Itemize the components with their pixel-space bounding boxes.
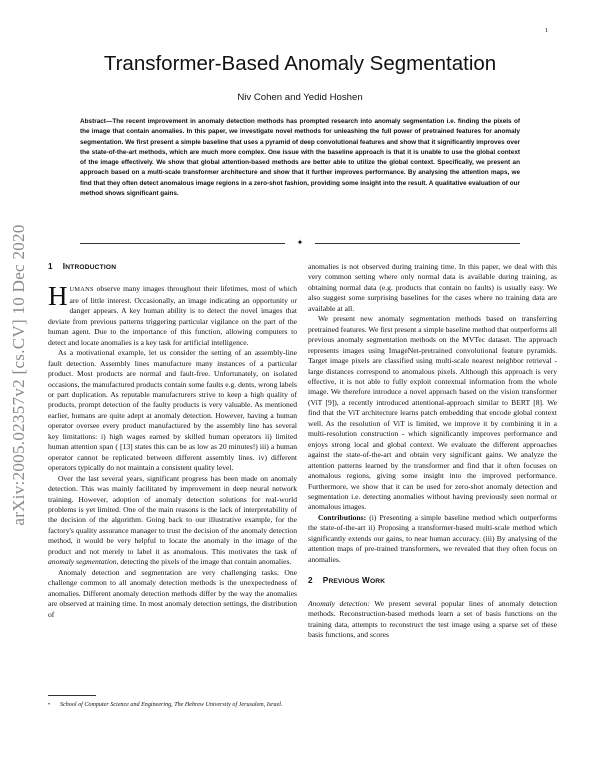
right-paragraph-2: We present new anomaly segmentation methods based on transferring pretrained features. We first present a simple baseline method that outperforms all previous anomaly segmentation methods on the MVTec dataset. The approach represents images using ImageNet-pretrained convolutional feature pyramids. Target image pixels are classified using multi-scale nearest neighbor retrieval - large distances correspond to anomalous pixels. Although this approach is very effective, it is not able to fully exploit contextual information from the whole image. We therefore introduce a novel approach based on the vision transformer (ViT [9]), a recently introduced attentional-approach similar to BERT [8]. We find that the ViT architecture learns patch embedding that encode global context well. As the resolution of ViT is limited, we improve it by combining it in a multi-resolution construction - which significantly improves performance and enjoys strong local and global context. We evaluate the different approaches against the state-of-the-art and obtain very significant gains. We analyze the attention patterns learned by the transformer and find that it often focuses on anomalous regions, giving some insight into the improved performance. Furthermore, we show that it can be used for zero-shot anomaly detection and segmentation i.e. detecting anomalies without having previously seen normal or anomalous images. — [308, 314, 557, 512]
contributions-text: (i) Presenting a simple baseline method which outperforms the state-of-the-art ii) Proposing a transformer-based multi-scale method which significantly extends our gains, to near human accuracy. (iii) By analysing of the attention maps of pre-trained transformers, we revealed that they often focus on anomalies. — [308, 512, 557, 564]
section-title-rest-1: REVIOUS — [328, 578, 360, 586]
footnote — [48, 701, 296, 709]
abstract — [80, 117, 520, 199]
abstract-label: Abstract — [80, 118, 106, 125]
right-column — [308, 262, 557, 640]
intro-p3-text-a: Over the last several years, significant progress has been made on anomaly detection. This was mainly facilitated by improvement in deep neural network training. However, adoption of anomaly detection solutions for real-world problems is yet limited. One of the main reasons is the lack of interpretability of the decision of the algorithm. Going back to our illustrative example, for the factory's quality assurance manager to trust the decision of the anomaly detection method, it would be very helpful to locate the anomaly in the image of the product and not merely to label it as anomalous. This motivates the task of — [48, 473, 297, 556]
previous-work-emphasis: Anomaly detection: — [308, 598, 370, 608]
section-title-cap-2: W — [362, 576, 370, 586]
intro-p3-text-b: , detecting the pixels of the image that contain anomalies. — [116, 557, 292, 567]
left-column — [48, 262, 297, 620]
section-divider — [80, 239, 520, 247]
footnote-rule — [48, 695, 96, 696]
footnote-text: School of Computer Science and Engineering, The Hebrew University of Jerusalem, Israel. — [60, 702, 283, 708]
drop-cap: H — [48, 281, 68, 312]
divider-ornament: ✦ — [296, 238, 304, 247]
contributions-paragraph — [308, 513, 557, 565]
section-title-cap: I — [62, 262, 66, 271]
section-gap — [308, 565, 557, 576]
arxiv-stamp-text: arXiv:2005.02357v2 [cs.CV] 10 Dec 2020 — [9, 224, 28, 526]
intro-paragraph-4: Anomaly detection and segmentation are very challenging tasks. One challenge common to all anomaly detection methods is the unexpectedness of anomalies. Different anomaly detection methods differ by the way the anomalies are observed at training time. In most anomaly detection settings, the distribution of — [48, 567, 297, 619]
intro-paragraph-2: As a motivational example, let us consider the setting of an assembly-line fault detection. Assembly lines manufacture many instances of a particular product. Most products are normal and fault-free. Unfortunately, on isolated occasions, the manufactured products contain some faults e.g. dents, wrong labels or part duplication. As reputable manufacturers strive to keep a high quality of products, prompt detection of the faulty products is very valuable. As mentioned earlier, humans are quite adept at anomaly detection. However, having a human operator oversee every product manufactured by the assembly line has several key limitations: i) high wages earned by skilled human operators ii) limited human attention span ( [13] states this can be as low as 20 minutes!) iii) a human operator cannot be replicated between different assembly lines. iv) different operators typically do not maintain a consistent quality level. — [48, 348, 297, 473]
abstract-text: —The recent improvement in anomaly detection methods has prompted research into anomaly segmentation i.e. finding the pixels of the image that contain anomalies. In this paper, we investigate novel methods for unleashing the full power of pretrained features for anomaly segmentation. We first present a simple baseline that uses a pyramid of deep convolutional features and show that it significantly improves over the state-of-the-art methods, which are much more complex. One issue with the baseline approach is that it is unable to use the global context of the image effectively. We show that global attention-based methods are better able to utilize the global context. Specifically, we present an approach based on a multi-scale transformer architecture and show that it further improves performance. By analysing the attention maps, we find that they often detect anomalous image regions in a zero-shot fashion, providing some insight into the result. A qualitative evaluation of our method shows significant gains. — [80, 118, 520, 198]
intro-p3-emphasis: anomaly segmentation — [48, 557, 117, 567]
contributions-label: Contributions: — [318, 512, 367, 522]
section-heading-introduction — [48, 262, 297, 273]
intro-smallcaps: UMANS — [69, 286, 94, 294]
previous-work-text: We present several popular lines of anomaly detection methods. Reconstruction-based methods learn a set of basis functions on the training data, attempts to reconstruct the test image using a sparse set of these basis functions, and scores — [308, 598, 557, 639]
intro-paragraph-1 — [48, 281, 297, 348]
footnote-bullet: • — [48, 702, 51, 708]
section-title-rest: NTRODUCTION — [65, 264, 117, 271]
section-title-rest-2: ORK — [369, 578, 386, 586]
divider-line-left — [80, 243, 285, 244]
paper-title: Transformer-Based Anomaly Segmentation — [103, 52, 497, 75]
section-heading-previous-work — [308, 576, 557, 587]
page-number: 1 — [544, 27, 548, 34]
section-number: 1 — [48, 262, 53, 271]
intro-paragraph-3 — [48, 474, 297, 568]
previous-work-paragraph-1 — [308, 599, 557, 641]
right-paragraph-1: anomalies is not observed during training time. In this paper, we deal with this very common setting where only normal data is available during training, as obtaining normal data (e.g. products that contain no faults) is usually easy. We also suggest some surprising baselines for the cases where no training data are available at all. — [308, 262, 557, 313]
intro-p1-text: observe many images throughout their lifetimes, most of which are of little interest. Occasionally, an image indicating an opportunity or danger appears. A key human ability is to detect the novel images that deviate from previous patterns triggering particular vigilance on the part of the human agent. Due to the importance of this function, allowing computers to detect and locate anomalies is a key task for artificial intelligence. — [48, 284, 297, 347]
paper-authors: Niv Cohen and Yedid Hoshen — [237, 92, 363, 103]
section-title-cap-1: P — [322, 576, 329, 586]
section-number: 2 — [308, 576, 313, 586]
divider-line-right — [315, 243, 520, 244]
arxiv-stamp — [8, 180, 30, 570]
